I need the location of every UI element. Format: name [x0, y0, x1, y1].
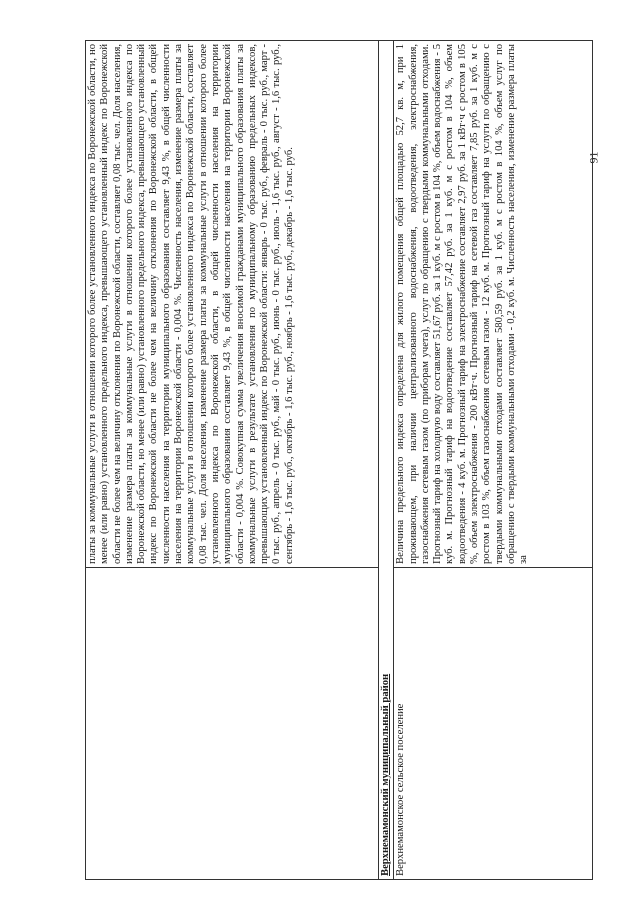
description-text: Величина предельного индекса определена для жилого помещения общей площадью 52,7 кв. м, при 1 проживающем, при наличии централизованного водоснабжения, водоотведения, электроснабжения, газоснабжения сетевым газом (по приборам учета), услуг по обращению с твердыми коммунальными отходами. Прогнозный тариф на холодную воду составляет 51,67 руб. за 1 куб. м с ростом в 104 %, объем водоснабжения - 5 куб. м. Прогнозный тариф на водоотведение составляет 57,42 руб. за 1 куб. м с ростом в 104 %, объем водоотведения - 4 куб. м. Прогнозный тариф на электроснабжение составляет 2,97 руб. за 1 кВт·ч с ростом в 105 %, объем электроснабжения - 200 кВт·ч. Прогнозный тариф на сетевой газ составляет 7,85 руб. за 1 куб. м с ростом в 103 %, объем газоснабжения сетевым газом - 12 куб. м. Прогнозный тариф на услуги по обращению с твердыми коммунальными отходами составляет 580,59 руб. за 1 куб. м с ростом в 104 %, объем услуг по обращению с твердыми коммунальными отходами - 0,2 куб. м. Численность населения, изменение размера платы за — [395, 44, 530, 564]
description-cell — [394, 41, 593, 568]
description-text: платы за коммунальные услуги в отношении которого более установленного индекса по Воронежской области, но менее (или равно) установленного предельного индекса, превышающего установленный индекс по Воронежской области не более чем на величину отклонения по Воронежской области, составляет 0,08 тыс. чел. Доля населения, изменение размера платы за коммунальные услуги в отношении которого более установленного индекса по Воронежской области, но менее (или равно) установленного предельного индекса, превышающего установленный индекс по Воронежской области не более чем на величину отклонения по Воронежской области, в общей численности населения на территории муниципального образования составляет 9,43 %, в общей численности населения на территории Воронежской области - 0,004 %. Численность населения, изменение размера платы за коммунальные услуги в отношении которого более установленного индекса по Воронежской области, составляет 0,08 тыс. чел. Доля населения, изменение размера платы за коммунальные услуги в отношении которого более установленного индекса по Воронежской области, в общей численности населения на территории муниципального образования составляет 9,43 %, в общей численности населения на территории Воронежской области - 0,004 %. Совокупная сумма увеличения вносимой гражданами муниципального образования платы за коммунальные услуги в результате установления по муниципальному образованию предельных индексов, превышающих установленный индекс по Воронежской области: январь - 0 тыс. руб., февраль - 0 тыс. руб., март - 0 тыс. руб., апрель - 0 тыс. руб., май - 0 тыс. руб., июнь - 0 тыс. руб., июль - 1,6 тыс. руб., август - 1,6 тыс. руб., сентябрь - 1,6 тыс. руб., октябрь - 1,6 тыс. руб., ноябрь - 1,6 тыс. руб., декабрь - 1,6 тыс. руб. — [87, 44, 295, 564]
settlements-table — [85, 40, 593, 880]
description-cell — [86, 41, 379, 568]
table-row — [394, 41, 593, 880]
settlement-cell: Верхнемамонское сельское поселение — [394, 568, 593, 880]
region-header: Верхнемамонский муниципальный район — [379, 41, 394, 880]
table-row — [86, 41, 379, 880]
settlement-cell — [86, 568, 379, 880]
region-header-row — [379, 41, 394, 880]
rotated-table-page — [85, 40, 595, 880]
page-number: 91 — [586, 151, 601, 164]
